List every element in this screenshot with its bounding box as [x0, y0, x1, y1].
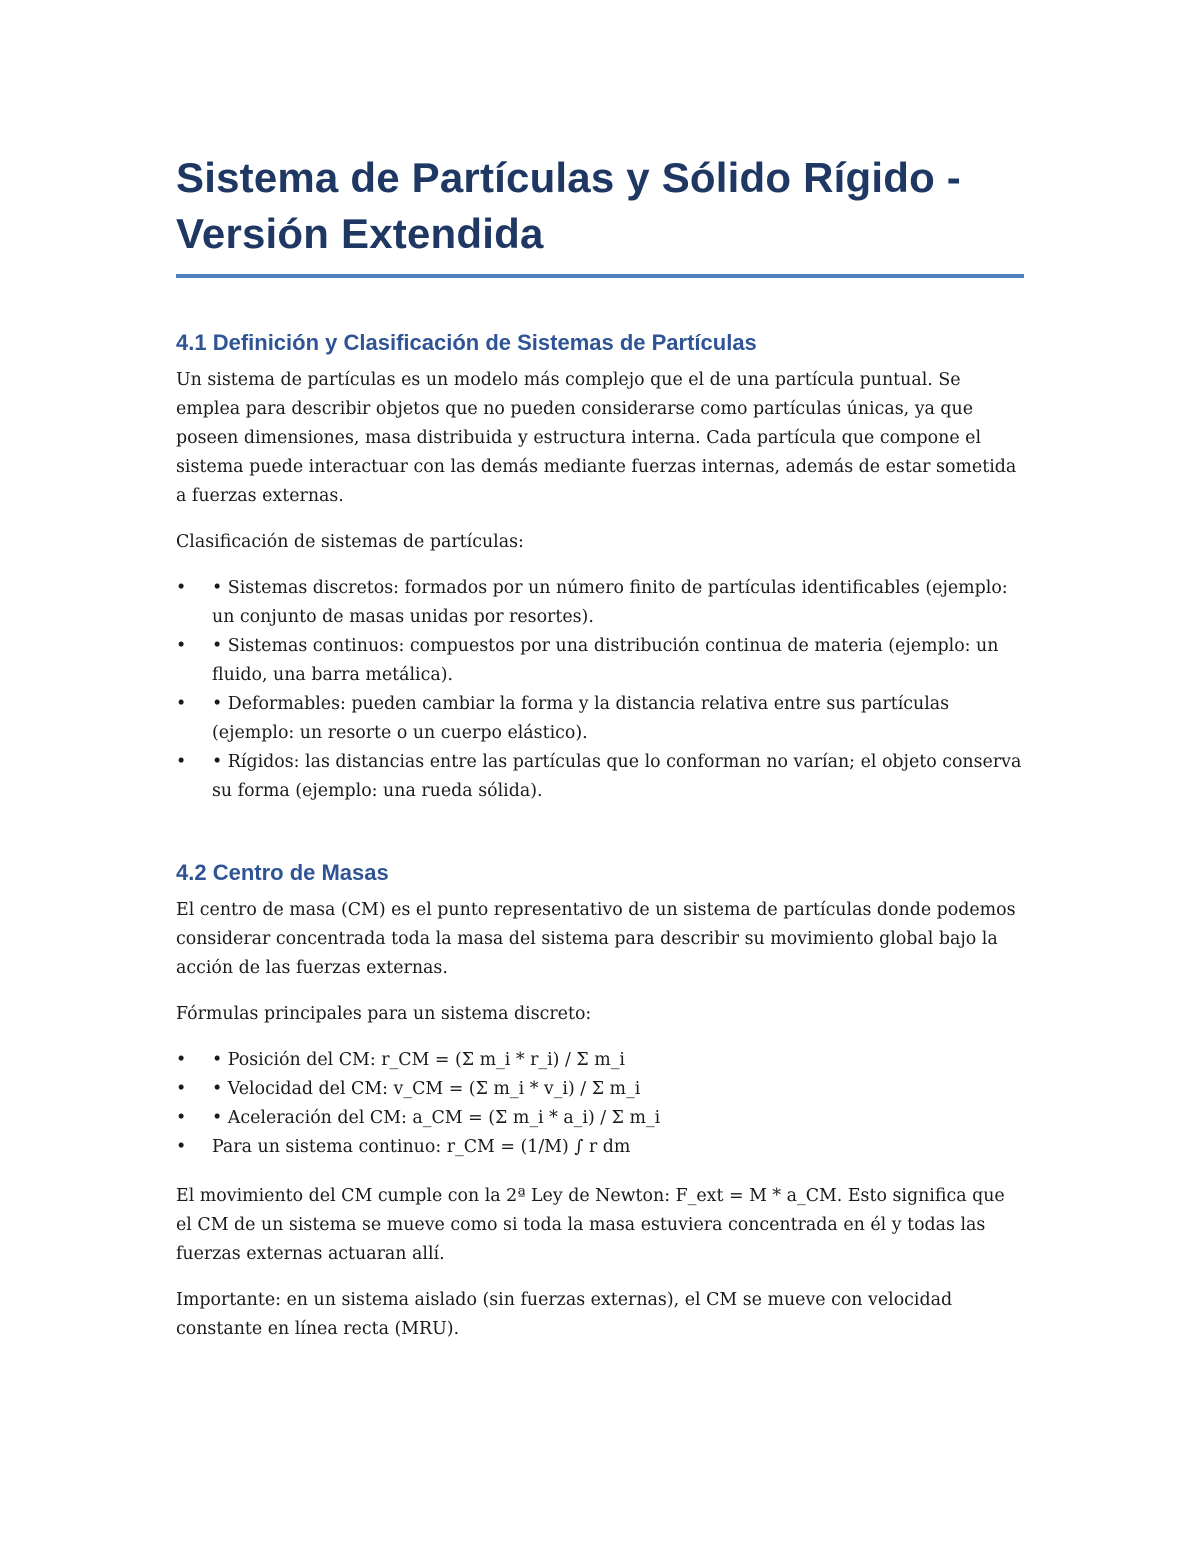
formula-text: • Velocidad del CM: v_CM = (Σ m_i * v_i) / Σ m_i — [212, 1079, 641, 1099]
section-4-2-list-intro: Fórmulas principales para un sistema discreto: — [176, 1004, 592, 1024]
list-item-text: • Sistemas discretos: formados por un número finito de partículas identificables (ejemplo: un conjunto de masas unidas por resortes). — [212, 578, 1008, 627]
bullet-icon: • — [176, 752, 187, 772]
document-page — [176, 150, 1026, 1344]
classification-list — [176, 574, 1026, 806]
formula-list — [176, 1046, 1026, 1162]
bullet-icon: • — [176, 636, 187, 656]
section-4-2-important-paragraph: Importante: en un sistema aislado (sin fuerzas externas), el CM se mueve con velocidad constante en línea recta (MRU). — [176, 1290, 953, 1339]
list-item — [176, 690, 1026, 748]
list-item — [176, 748, 1026, 806]
document-title: Sistema de Partículas y Sólido Rígido - Versión Extendida — [176, 154, 961, 257]
list-item-text: • Deformables: pueden cambiar la forma y la distancia relativa entre sus partículas (ejemplo: un resorte o un cuerpo elástico). — [212, 694, 950, 743]
section-4-1-intro: Un sistema de partículas es un modelo más complejo que el de una partícula puntual. Se emplea para describir objetos que no pueden considerarse como partículas únicas, ya que poseen dimensiones, masa distribuida y estructura interna. Cada partícula que compone el sistema puede interactuar con las demás mediante fuerzas internas, además de estar sometida a fuerzas externas. — [176, 370, 1017, 506]
bullet-icon: • — [176, 1108, 187, 1128]
section-heading-4-2: 4.2 Centro de Masas — [176, 860, 389, 885]
section-4-1-list-intro: Clasificación de sistemas de partículas: — [176, 532, 524, 552]
list-item — [176, 1075, 1026, 1104]
formula-text: Para un sistema continuo: r_CM = (1/M) ∫ r dm — [212, 1137, 631, 1157]
bullet-icon: • — [176, 578, 187, 598]
bullet-icon: • — [176, 1050, 187, 1070]
list-item — [176, 1046, 1026, 1075]
bullet-icon: • — [176, 694, 187, 714]
list-item-text: • Rígidos: las distancias entre las partículas que lo conforman no varían; el objeto conserva su forma (ejemplo: una rueda sólida). — [212, 752, 1022, 801]
list-item — [176, 632, 1026, 690]
formula-text: • Aceleración del CM: a_CM = (Σ m_i * a_i) / Σ m_i — [212, 1108, 661, 1128]
section-4-2-intro: El centro de masa (CM) es el punto representativo de un sistema de partículas donde podemos considerar concentrada toda la masa del sistema para describir su movimiento global bajo la acción de las fuerzas externas. — [176, 900, 1016, 978]
formula-text: • Posición del CM: r_CM = (Σ m_i * r_i) / Σ m_i — [212, 1050, 625, 1070]
list-item — [176, 1133, 1026, 1162]
section-heading-4-1: 4.1 Definición y Clasificación de Sistemas de Partículas — [176, 330, 757, 355]
bullet-icon: • — [176, 1137, 187, 1157]
section-4-2-newton-paragraph: El movimiento del CM cumple con la 2ª Ley de Newton: F_ext = M * a_CM. Esto significa que el CM de un sistema se mueve como si toda la masa estuviera concentrada en él y todas las fuerzas externas actuaran allí. — [176, 1186, 1005, 1264]
title-underline — [176, 274, 1024, 278]
list-item-text: • Sistemas continuos: compuestos por una distribución continua de materia (ejemplo: un fluido, una barra metálica). — [212, 636, 999, 685]
bullet-icon: • — [176, 1079, 187, 1099]
list-item — [176, 1104, 1026, 1133]
list-item — [176, 574, 1026, 632]
